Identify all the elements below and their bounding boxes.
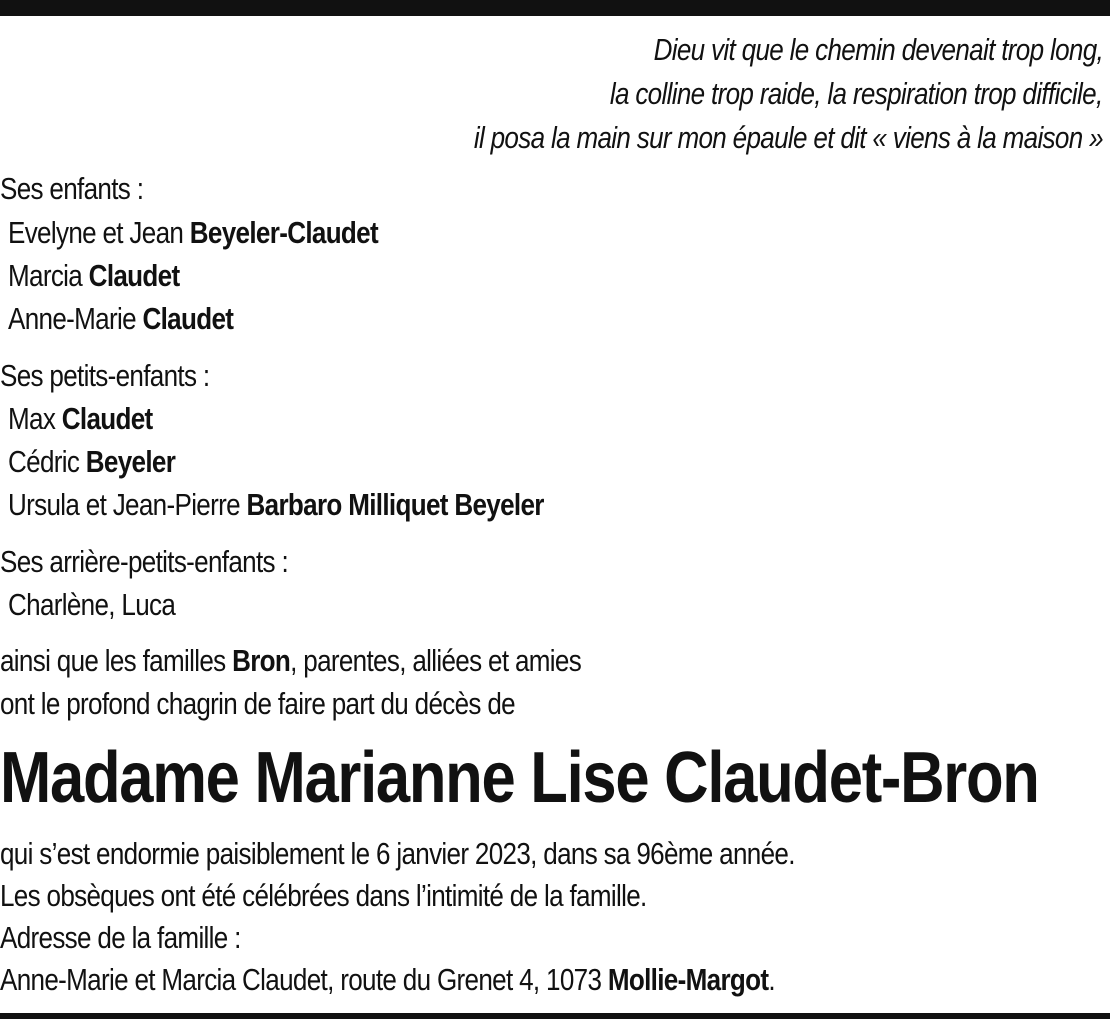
child-family: Beyeler-Claudet <box>189 215 378 250</box>
families-line <box>0 645 581 676</box>
families-name: Bron <box>232 643 291 678</box>
address-town: Mollie-Margot <box>607 962 769 997</box>
grandchild-given: Cédric <box>8 444 80 479</box>
child-entry <box>8 303 233 334</box>
grandchild-given: Ursula et Jean-Pierre <box>8 487 240 522</box>
quote-line-1: Dieu vit que le chemin devenait trop long, <box>653 32 1103 67</box>
address-heading: Adresse de la famille : <box>0 920 241 955</box>
address-end: . <box>768 962 775 997</box>
child-given: Evelyne et Jean <box>8 215 184 250</box>
great-grandchildren-names: Charlène, Luca <box>8 587 176 622</box>
grandchild-entry <box>8 446 175 477</box>
great-grandchildren-heading: Ses arrière-petits-enfants : <box>0 544 289 579</box>
grandchild-family: Claudet <box>61 401 153 436</box>
child-family: Claudet <box>88 258 180 293</box>
child-given: Anne-Marie <box>8 301 136 336</box>
families-prefix: ainsi que les familles <box>0 643 226 678</box>
grandchild-family: Beyeler <box>85 444 176 479</box>
quote-line-2: la colline trop raide, la respiration trop difficile, <box>610 76 1103 111</box>
families-suffix: , parentes, alliées et amies <box>290 643 582 678</box>
bottom-rule <box>0 1013 1110 1019</box>
grandchild-family: Barbaro Milliquet Beyeler <box>246 487 544 522</box>
passing-line: qui s’est endormie paisiblement le 6 janvier 2023, dans sa 96ème année. <box>0 836 795 871</box>
deceased-name: Madame Marianne Lise Claudet-Bron <box>0 738 1039 818</box>
grandchild-entry <box>8 489 544 520</box>
children-heading: Ses enfants : <box>0 171 144 206</box>
child-entry <box>8 217 378 248</box>
grandchildren-heading: Ses petits-enfants : <box>0 358 210 393</box>
child-given: Marcia <box>8 258 83 293</box>
child-entry <box>8 260 179 291</box>
grandchild-given: Max <box>8 401 56 436</box>
quote-line-3: il posa la main sur mon épaule et dit « viens à la maison » <box>473 120 1103 155</box>
address-line <box>0 964 775 995</box>
address-street: Anne-Marie et Marcia Claudet, route du Grenet 4, 1073 <box>0 962 602 997</box>
grandchild-entry <box>8 403 153 434</box>
announcement-line: ont le profond chagrin de faire part du décès de <box>0 686 515 721</box>
child-family: Claudet <box>142 301 234 336</box>
funeral-line: Les obsèques ont été célébrées dans l’intimité de la famille. <box>0 878 647 913</box>
top-rule <box>0 0 1110 16</box>
